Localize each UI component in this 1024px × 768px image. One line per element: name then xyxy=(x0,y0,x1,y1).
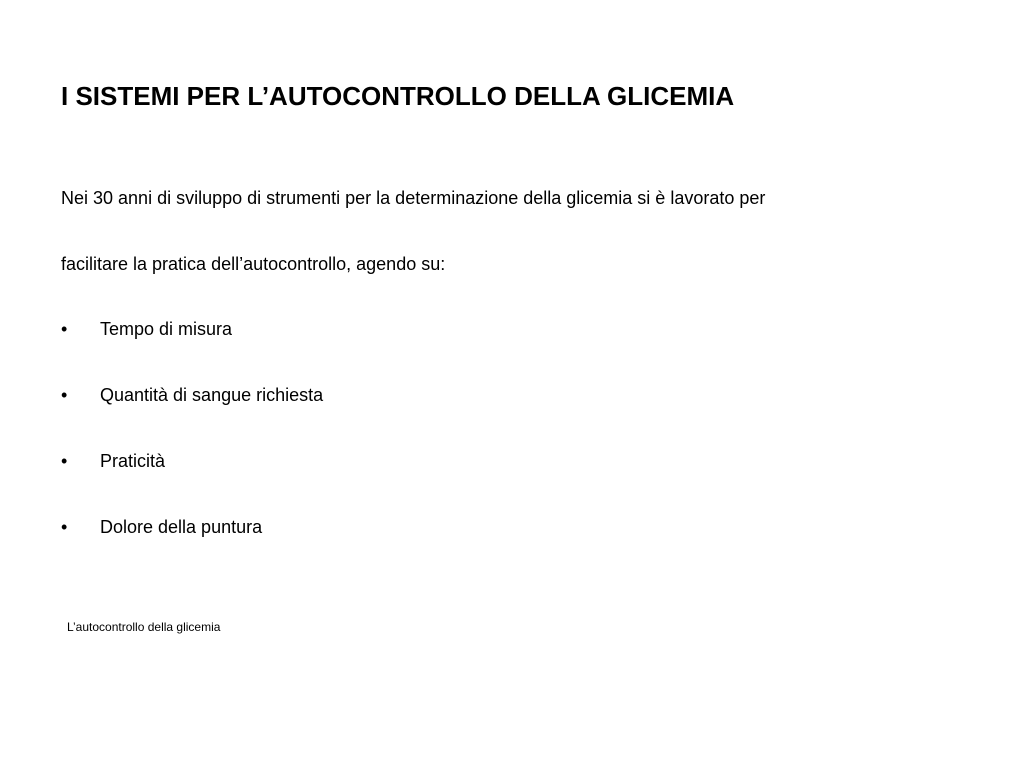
bullet-icon: • xyxy=(61,451,68,471)
bullet-item-praticita xyxy=(61,449,323,515)
intro-text-line-2: facilitare la pratica dell’autocontrollo, agendo su: xyxy=(61,254,446,274)
bullet-icon: • xyxy=(61,385,68,405)
bullet-icon: • xyxy=(61,517,68,537)
bullet-list xyxy=(61,317,323,581)
bullet-text: Dolore della puntura xyxy=(100,517,263,537)
intro-text-line-1: Nei 30 anni di sviluppo di strumenti per la determinazione della glicemia si è lavorato per xyxy=(61,188,766,208)
bullet-item-tempo xyxy=(61,317,323,383)
bullet-text: Quantità di sangue richiesta xyxy=(100,385,324,405)
slide-title: I SISTEMI PER L’AUTOCONTROLLO DELLA GLICEMIA xyxy=(61,81,735,111)
slide-caption: L’autocontrollo della glicemia xyxy=(67,620,221,634)
bullet-text: Praticità xyxy=(100,451,166,471)
bullet-text: Tempo di misura xyxy=(100,319,233,339)
bullet-item-quantita xyxy=(61,383,323,449)
bullet-item-dolore xyxy=(61,515,323,581)
bullet-icon: • xyxy=(61,319,68,339)
